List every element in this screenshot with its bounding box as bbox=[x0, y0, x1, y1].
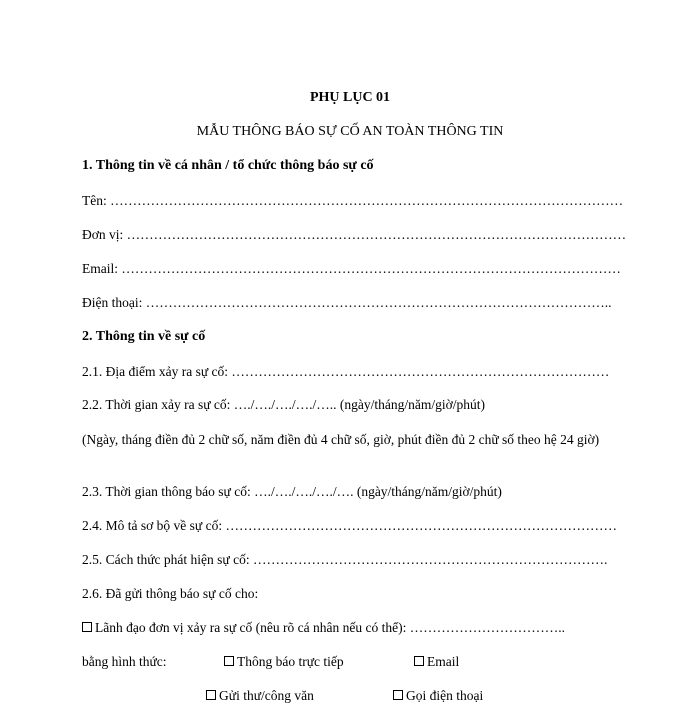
method-direct bbox=[224, 654, 344, 670]
sent-to-heading: 2.6. Đã gửi thông báo sự cố cho: bbox=[82, 586, 259, 601]
section-2-heading: 2. Thông tin về sự cố bbox=[82, 329, 206, 344]
method-email bbox=[414, 654, 459, 670]
method-phone bbox=[393, 688, 483, 704]
method-phone-label: Gọi điện thoại bbox=[406, 688, 484, 703]
method-label: bằng hình thức: bbox=[82, 654, 167, 669]
detection-field-line: 2.5. Cách thức phát hiện sự cố: ……………………………………………………………………. bbox=[82, 552, 608, 567]
occur-time-field-line: 2.2. Thời gian xảy ra sự cố: …./…./…./…./….. (ngày/tháng/năm/giờ/phút) bbox=[82, 397, 486, 412]
section-1-heading: 1. Thông tin về cá nhân / tổ chức thông báo sự cố bbox=[82, 158, 374, 173]
location-field-line: 2.1. Địa điểm xảy ra sự cố: ………………………………………………………………………… bbox=[82, 364, 610, 379]
phone-field-line: Điện thoại: ………………………………………………………………………………………….. bbox=[82, 295, 612, 310]
method-letter-label: Gửi thư/công văn bbox=[219, 688, 314, 703]
leader-option bbox=[82, 620, 565, 636]
name-field-line: Tên: …………………………………………………………………………………………………… bbox=[82, 193, 624, 208]
email-checkbox[interactable] bbox=[414, 656, 424, 666]
leader-checkbox[interactable] bbox=[82, 622, 92, 632]
method-email-label: Email bbox=[427, 654, 460, 669]
time-format-note: (Ngày, tháng điền đủ 2 chữ số, năm điền đủ 4 chữ số, giờ, phút điền đủ 2 chữ số theo hệ 24 giờ) bbox=[82, 432, 600, 447]
leader-option-label: Lãnh đạo đơn vị xảy ra sự cố (nêu rõ cá nhân nếu có thể): …………………………….. bbox=[95, 620, 565, 635]
letter-checkbox[interactable] bbox=[206, 690, 216, 700]
form-title: MẪU THÔNG BÁO SỰ CỐ AN TOÀN THÔNG TIN bbox=[196, 124, 504, 139]
method-letter bbox=[206, 688, 314, 704]
email-field-line: Email: ………………………………………………………………………………………………… bbox=[82, 261, 621, 276]
description-field-line: 2.4. Mô tả sơ bộ về sự cố: …………………………………………………………………………… bbox=[82, 518, 617, 533]
method-direct-label: Thông báo trực tiếp bbox=[237, 654, 344, 669]
phone-checkbox[interactable] bbox=[393, 690, 403, 700]
direct-checkbox[interactable] bbox=[224, 656, 234, 666]
appendix-title: PHỤ LỤC 01 bbox=[309, 90, 391, 105]
report-time-field-line: 2.3. Thời gian thông báo sự cố: …./…./…./…./…. (ngày/tháng/năm/giờ/phút) bbox=[82, 484, 502, 499]
unit-field-line: Đơn vị: ………………………………………………………………………………………………… bbox=[82, 227, 627, 242]
